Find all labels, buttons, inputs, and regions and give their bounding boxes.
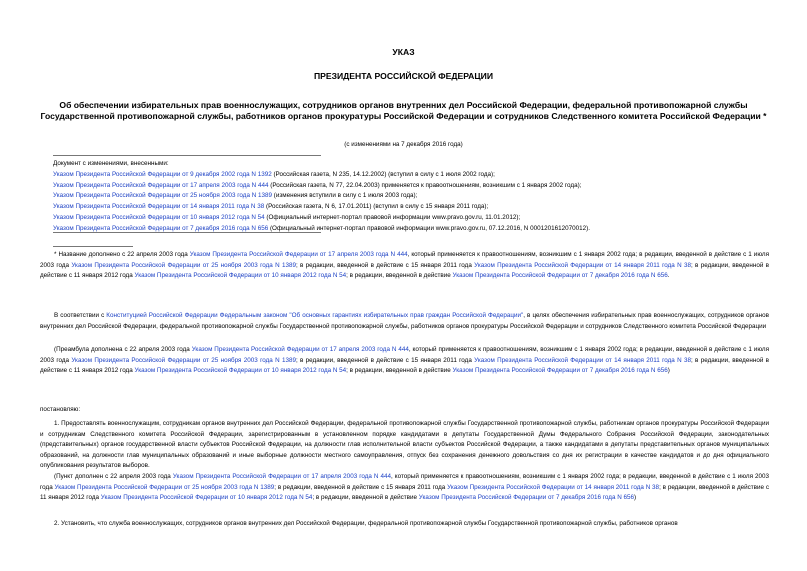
edition-note: (с изменениями на 7 декабря 2016 года) <box>344 141 463 148</box>
page-title: Об обеспечении избирательных прав военнослужащих, сотрудников органов внутренних дел Российской Федерации, федеральной противопожарной службы Государственной противопожарной службы, работников органов прокуратуры Российской Федерации и сотрудников Следственного комитета Российской Федерации * <box>40 100 767 121</box>
list-item: Указом Президента Российской Федерации от 17 апреля 2003 года N 444 (Российская газета, N 77, 22.04.2003) применяется к правоотношениям, возникшим с 1 января 2002 года); <box>53 181 582 189</box>
preamble-note: (Преамбула дополнена с 22 апреля 2003 года Указом Президента Российской Федерации от 17 апреля 2003 года N 444, который применяется к правоотношениям, возникшим с 1 января 2002 года; в редакции, введенной в действие с 1 июля 2003 года Указом Президента Российской Федерации от 25 ноября 2003 года N 1389; в редакции, введенной в действие с 15 января 2011 года Указом Президента Российской Федерации от 14 января 2011 года N 38; в редакции, введенной в действие с 11 января 2012 года Указом Президента Российской Федерации от 10 января 2012 года N 54; в редакции, введенной в действие Указом Президента Российской Федерации от 7 декабря 2016 года N 656) <box>40 346 769 375</box>
amendment-link[interactable]: Указом Президента Российской Федерации от 7 декабря 2016 года N 656 <box>53 224 269 232</box>
note-link[interactable]: Указом Президента Российской Федерации от 10 января 2012 года N 54 <box>100 494 313 502</box>
decree-word: постановляю: <box>40 406 81 413</box>
list-item: Указом Президента Российской Федерации от 7 декабря 2016 года N 656 (Официальный интернет-портал правовой информации www.pravo.gov.ru, 07.12.2016, N 0001201612070012). <box>53 224 590 232</box>
divider-top <box>53 155 321 156</box>
list-item: Указом Президента Российской Федерации от 25 ноября 2003 года N 1389 (изменения вступили в силу с 1 июля 2003 года); <box>53 192 418 200</box>
footnote-divider <box>53 246 133 247</box>
amendment-link[interactable]: Указом Президента Российской Федерации от 14 января 2011 года N 38 <box>53 203 265 211</box>
item-1: 1. Предоставлять военнослужащим, сотрудникам органов внутренних дел Российской Федерации, федеральной противопожарной службы Государственной противопожарной службы, работникам органов прокуратуры Российской Федерации и сотрудникам Следственного комитета Российской Федерации, зарегистрированным в установленном порядке кандидатами в депутаты Государственной Думы Федерального Собрания Российской Федерации, законодательных (представительных) органов государственной власти субъектов Российской Федерации, на должности глав исполнительной власти субъектов Российской Федерации, а также кандидатами в депутаты представительных органов муниципальных образований, на должности глав муниципальных образований и иные выборные должности местного самоуправления, отпуск без сохранения денежного довольствия со дня их регистрации в качестве кандидатов и до дня официального опубликования результатов выборов. <box>40 420 769 470</box>
footnote-link[interactable]: Указом Президента Российской Федерации от 17 апреля 2003 года N 444 <box>189 251 408 258</box>
constitution-link[interactable]: Конституцией Российской Федерации <box>106 312 218 319</box>
amendment-link[interactable]: Указом Президента Российской Федерации от 9 декабря 2002 года N 1392 <box>53 170 272 178</box>
preamble: В соответствии с Конституцией Российской Федерации Федеральным законом "Об основных гарантиях избирательных прав граждан Российской Федерации", в целях обеспечения избирательных прав военнослужащих, сотрудников органов внутренних дел Российской Федерации, федеральной противопожарной службы Государственной противопожарной службы, работников органов прокуратуры Российской Федерации и сотрудников Следственного комитета Российской Федерации <box>40 312 770 330</box>
amendment-link[interactable]: Указом Президента Российской Федерации от 17 апреля 2003 года N 444 <box>53 181 269 189</box>
note-link[interactable]: Указом Президента Российской Федерации от 25 ноября 2003 года N 1389 <box>54 483 275 491</box>
divider-bottom <box>53 232 321 233</box>
footnote-link[interactable]: Указом Президента Российской Федерации от 7 декабря 2016 года N 656 <box>452 272 668 280</box>
federal-law-link[interactable]: Федеральным законом "Об основных гарантиях избирательных прав граждан Российской Федерации" <box>219 312 524 319</box>
note-link[interactable]: Указом Президента Российской Федерации от 14 января 2011 года N 38 <box>474 356 691 364</box>
note-link[interactable]: Указом Президента Российской Федерации от 7 декабря 2016 года N 656 <box>452 367 668 375</box>
list-item: Указом Президента Российской Федерации от 9 декабря 2002 года N 1392 (Российская газета, N 235, 14.12.2002) (вступил в силу с 1 июля 2002 года); <box>53 170 495 178</box>
note-link[interactable]: Указом Президента Российской Федерации от 25 ноября 2003 года N 1389 <box>71 356 296 364</box>
changes-list <box>53 159 773 235</box>
footnote-link[interactable]: Указом Президента Российской Федерации от 10 января 2012 года N 54 <box>134 272 347 280</box>
list-item: Указом Президента Российской Федерации от 14 января 2011 года N 38 (Российская газета, N 6, 17.01.2011) (вступил в силу с 15 января 2011 года); <box>53 203 489 211</box>
doc-type-heading: УКАЗ <box>392 47 415 57</box>
item-1-note: (Пункт дополнен с 22 апреля 2003 года Указом Президента Российской Федерации от 17 апреля 2003 года N 444, который применяется к правоотношениям, возникшим с 1 января 2002 года; в редакции, введенной в действие с 1 июля 2003 года Указом Президента Российской Федерации от 25 ноября 2003 года N 1389; в редакции, введенной в действие с 15 января 2011 года Указом Президента Российской Федерации от 14 января 2011 года N 38; в редакции, введенной в действие с 11 января 2012 года Указом Президента Российской Федерации от 10 января 2012 года N 54; в редакции, введенной в действие Указом Президента Российской Федерации от 7 декабря 2016 года N 656) <box>40 473 770 502</box>
issuer-heading: ПРЕЗИДЕНТА РОССИЙСКОЙ ФЕДЕРАЦИИ <box>313 71 494 81</box>
amendment-link[interactable]: Указом Президента Российской Федерации от 10 января 2012 года N 54 <box>53 213 265 221</box>
note-link[interactable]: Указом Президента Российской Федерации от 17 апреля 2003 года N 444 <box>191 346 409 353</box>
item-2: 2. Установить, что служба военнослужащих, сотрудников органов внутренних дел Российской Федерации, федеральной противопожарной службы Государственной противопожарной службы, работников органов <box>54 520 678 527</box>
note-link[interactable]: Указом Президента Российской Федерации от 7 декабря 2016 года N 656 <box>418 494 634 502</box>
list-item: Указом Президента Российской Федерации от 10 января 2012 года N 54 (Официальный интернет-портал правовой информации www.pravo.gov.ru, 11.01.2012); <box>53 213 521 221</box>
note-link[interactable]: Указом Президента Российской Федерации от 17 апреля 2003 года N 444 <box>172 473 392 480</box>
note-link[interactable]: Указом Президента Российской Федерации от 10 января 2012 года N 54 <box>134 367 347 375</box>
footnote-link[interactable]: Указом Президента Российской Федерации от 25 ноября 2003 года N 1389 <box>71 261 296 269</box>
title-footnote: * Название дополнено с 22 апреля 2003 года Указом Президента Российской Федерации от 17 апреля 2003 года N 444, который применяется к правоотношениям, возникшим с 1 января 2002 года; в редакции, введенной в действие с 1 июля 2003 года Указом Президента Российской Федерации от 25 ноября 2003 года N 1389; в редакции, введенной в действие с 15 января 2011 года Указом Президента Российской Федерации от 14 января 2011 года N 38; в редакции, введенной в действие с 11 января 2012 года Указом Президента Российской Федерации от 10 января 2012 года N 54; в редакции, введенной в действие Указом Президента Российской Федерации от 7 декабря 2016 года N 656. <box>40 251 769 280</box>
footnote-link[interactable]: Указом Президента Российской Федерации от 14 января 2011 года N 38 <box>474 261 691 269</box>
note-link[interactable]: Указом Президента Российской Федерации от 14 января 2011 года N 38 <box>447 483 660 491</box>
changes-intro: Документ с изменениями, внесенными: <box>53 160 169 167</box>
amendment-link[interactable]: Указом Президента Российской Федерации от 25 ноября 2003 года N 1389 <box>53 192 273 200</box>
